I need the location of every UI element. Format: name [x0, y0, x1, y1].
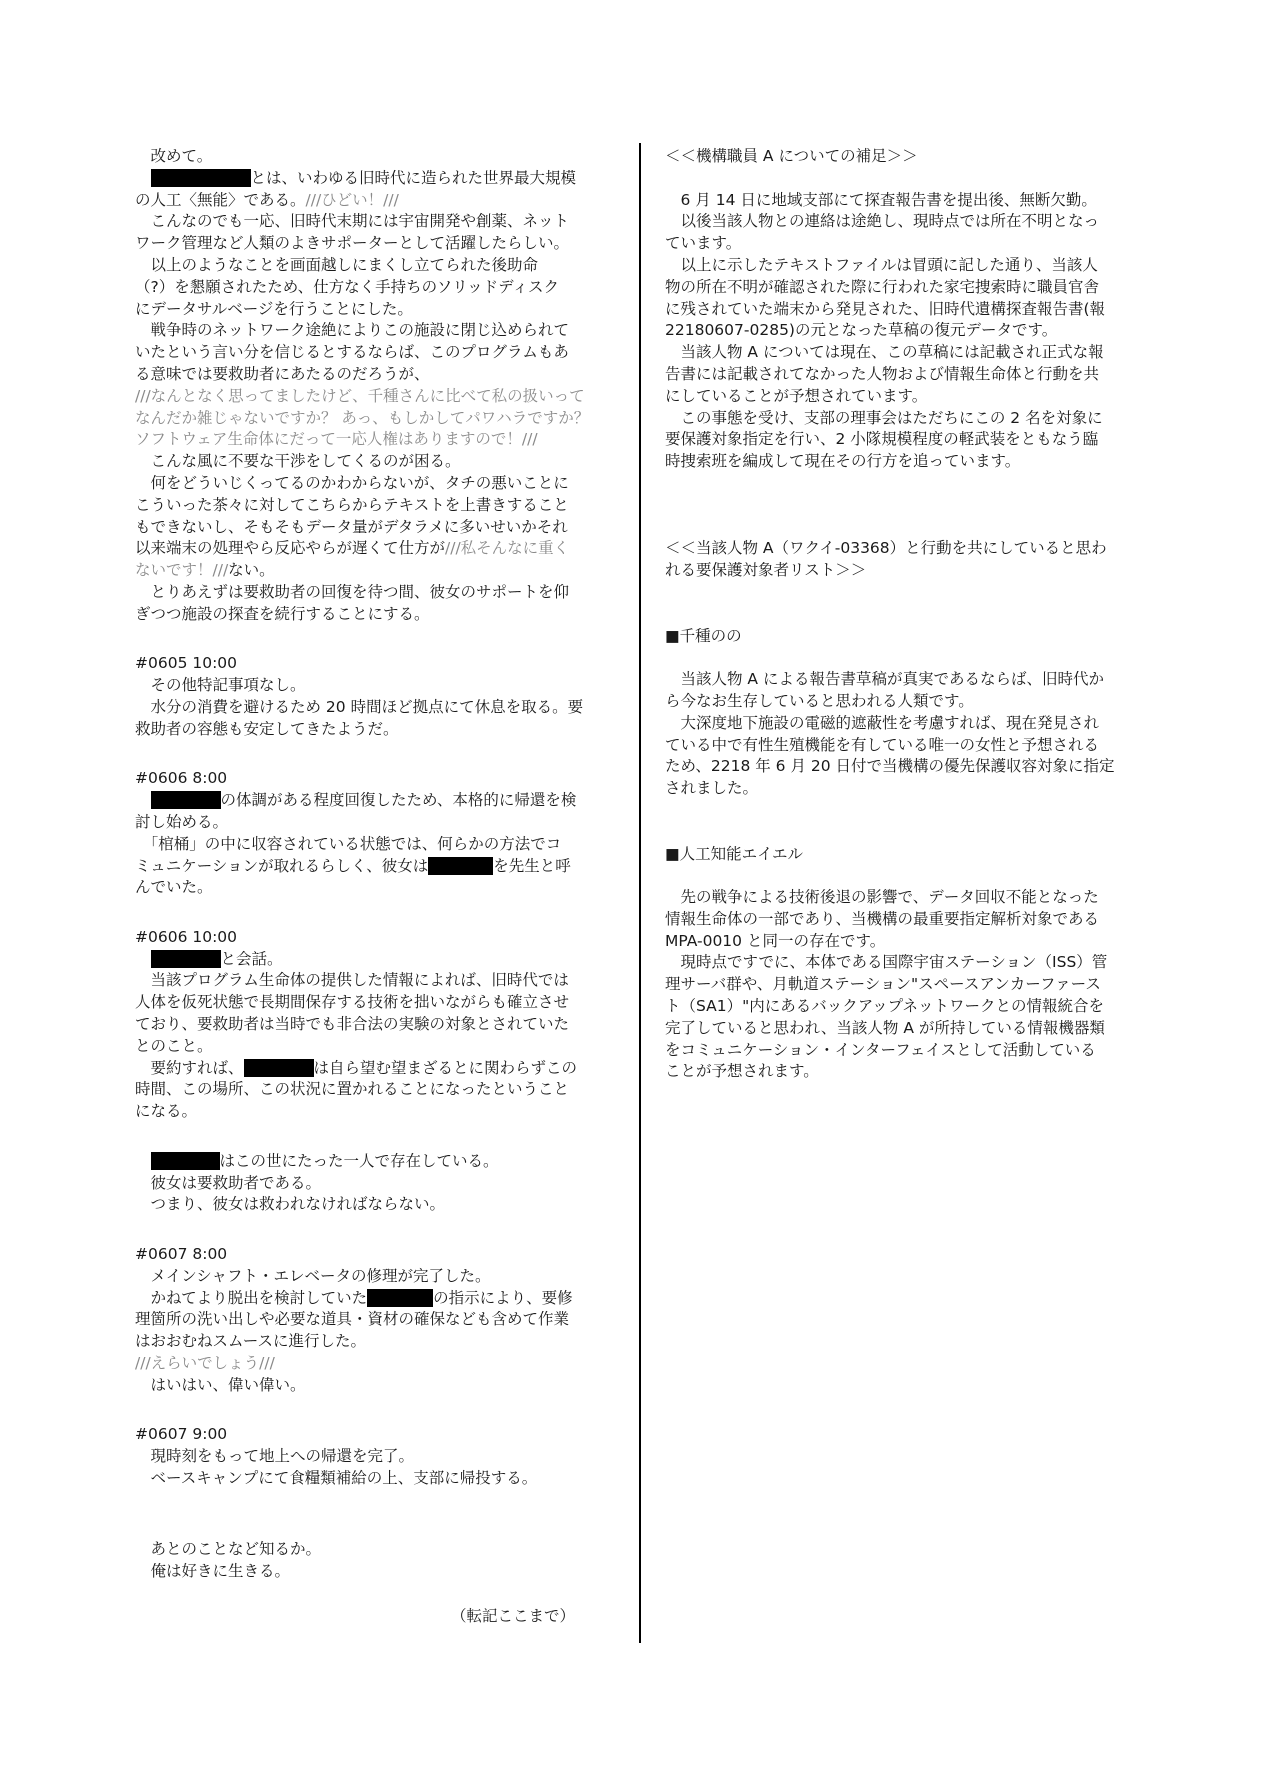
text-line: [135, 949, 605, 971]
ai-interjection-text: ///私そんなに重く: [445, 539, 570, 558]
ai-interjection-text: ///ひどい！///: [305, 190, 399, 209]
body-text: #0607 9:00: [135, 1425, 228, 1444]
body-text: 先の戦争による技術後退の影響で、データ回収不能となった: [665, 888, 1099, 907]
body-text: とりあえずは要救助者の回復を待つ間、彼女のサポートを仰: [135, 582, 570, 601]
body-text: 理箇所の洗い出しや必要な道具・資材の確保なども含めて作業: [135, 1310, 570, 1329]
text-line: [135, 211, 605, 233]
body-text: 時捜索班を編成して現在その行方を追っています。: [665, 452, 1021, 471]
agency-report-column: [665, 146, 1145, 1083]
column-divider: [639, 143, 641, 1643]
paragraph-block: [665, 626, 1145, 648]
text-line: [135, 451, 605, 473]
text-line: [135, 1036, 605, 1058]
text-line: [135, 653, 605, 675]
redaction-bar: [151, 169, 251, 187]
paragraph-block: [135, 768, 605, 899]
body-text: 俺は好きに生きる。: [135, 1562, 291, 1581]
body-text: 時間、この場所、この状況に置かれることになったということ: [135, 1080, 570, 1099]
body-text: に残されていた端末から発見された、旧時代遺構探査報告書(報: [665, 299, 1106, 318]
text-line: [135, 604, 605, 626]
ai-interjection-text: ないです！///: [135, 561, 229, 580]
body-text: 大深度地下施設の電磁的遮蔽性を考慮すれば、現在発見され: [665, 713, 1100, 732]
body-text: の人工〈無能〉である。: [135, 190, 306, 209]
body-text: をコミュニケーション・インターフェイスとして活動している: [665, 1040, 1096, 1059]
body-text: を先生と呼: [493, 856, 571, 875]
body-text: 22180607-0285)の元となった草稿の復元データです。: [665, 321, 1058, 340]
redaction-bar: [151, 791, 221, 809]
text-line: [135, 255, 605, 277]
text-line: [665, 429, 1145, 451]
body-text: 現時刻をもって地上への帰還を完了。: [135, 1447, 415, 1466]
text-line: [135, 1424, 605, 1446]
body-text: #0606 8:00: [135, 769, 228, 788]
paragraph-block: [135, 1151, 605, 1216]
body-text: MPA-0010 と同一の存在です。: [665, 931, 886, 950]
text-line: [665, 691, 1145, 713]
body-text: の指示により、要修: [433, 1288, 573, 1307]
body-text: ており、要救助者は当時でも非合法の実験の対象とされていた: [135, 1015, 570, 1034]
ai-interjection-text: なんだか雑じゃないですか？ あっ、もしかしてパワハラですか？: [135, 408, 590, 427]
text-line: [135, 320, 605, 342]
text-line: [135, 364, 605, 386]
text-line: [135, 1288, 605, 1310]
paragraph-block: [135, 1424, 605, 1489]
body-text: いたという言い分を信じるとするならば、このプログラムもあ: [135, 343, 569, 362]
text-line: [135, 277, 605, 299]
text-line: [135, 560, 605, 582]
body-text: ＜＜機構職員 A についての補足＞＞: [665, 147, 918, 165]
paragraph-block: [665, 669, 1145, 800]
text-line: [135, 697, 605, 719]
body-text: ■人工知能エイエル: [665, 844, 804, 863]
body-text: 理サーバ群や、月軌道ステーション"スペースアンカーファース: [665, 975, 1101, 994]
text-line: [135, 1375, 605, 1397]
ai-interjection-text: ///えらいでしょう///: [135, 1354, 275, 1373]
transcription-end-note: （転記ここまで）: [450, 1607, 575, 1625]
text-line: [135, 970, 605, 992]
text-line: [135, 582, 605, 604]
text-line: [135, 233, 605, 255]
body-text: あとのことなど知るか。: [135, 1540, 322, 1559]
text-line: [135, 1446, 605, 1468]
text-line: [665, 451, 1145, 473]
text-line: [135, 790, 605, 812]
body-text: されました。: [665, 779, 759, 798]
body-text: になる。: [135, 1102, 198, 1121]
body-text: はこの世にたった一人で存在している。: [219, 1151, 499, 1170]
paragraph-block: [665, 190, 1145, 473]
body-text: 当該人物 A による報告書草稿が真実であるならば、旧時代か: [665, 670, 1104, 689]
text-line: [135, 1539, 605, 1561]
body-text: にデータサルベージを行うことにした。: [135, 299, 413, 318]
text-line: [135, 1101, 605, 1123]
body-text: メインシャフト・エレベータの修理が完了した。: [135, 1266, 491, 1285]
text-line: [665, 211, 1145, 233]
body-text: ト（SA1）"内にあるバックアップネットワークとの情報統合を: [665, 997, 1105, 1016]
body-text: つまり、彼女は救われなければならない。: [135, 1195, 446, 1214]
body-text: （?）を懇願されたため、仕方なく手持ちのソリッドディスク: [135, 277, 559, 296]
text-line: [135, 342, 605, 364]
body-text: にしていることが予想されています。: [665, 386, 928, 405]
text-line: [135, 1173, 605, 1195]
text-line: [665, 342, 1145, 364]
text-line: [665, 538, 1145, 560]
text-line: [135, 675, 605, 697]
text-line: [135, 877, 605, 899]
body-text: ミュニケーションが取れるらしく、彼女は: [135, 856, 429, 875]
text-line: [135, 1561, 605, 1583]
text-line: [135, 1079, 605, 1101]
text-line: [135, 408, 605, 430]
body-text: 完了していると思われ、当該人物 A が所持している情報機器類: [665, 1018, 1105, 1037]
body-text: ■千種のの: [665, 626, 742, 645]
text-line: [665, 560, 1145, 582]
body-text: 当該人物 A については現在、この草稿には記載され正式な報: [665, 343, 1104, 362]
text-line: [135, 473, 605, 495]
body-text: こんなのでも一応、旧時代末期には宇宙開発や創薬、ネット: [135, 212, 570, 231]
text-line: [135, 495, 605, 517]
body-text: [135, 950, 151, 968]
text-line: [135, 1014, 605, 1036]
body-text: ている中で有性生殖機能を有している唯一の女性と予想される: [665, 735, 1100, 754]
text-line: [665, 669, 1145, 691]
body-text: こんな風に不要な干渉をしてくるのが困る。: [135, 452, 461, 471]
paragraph-block: [665, 538, 1145, 582]
text-line: [665, 887, 1145, 909]
body-text: 現時点ですでに、本体である国際宇宙ステーション（ISS）管: [665, 953, 1108, 972]
text-line: [665, 778, 1145, 800]
body-text: とのこと。: [135, 1036, 213, 1055]
redaction-bar: [244, 1059, 314, 1077]
body-text: この事態を受け、支部の理事会はただちにこの 2 名を対象に: [665, 408, 1103, 427]
body-text: 6 月 14 日に地域支部にて探査報告書を提出後、無断欠勤。: [665, 190, 1097, 209]
text-line: [135, 1244, 605, 1266]
body-text: 救助者の容態も安定してきたようだ。: [135, 719, 399, 738]
text-line: [135, 812, 605, 834]
text-line: [665, 190, 1145, 212]
body-text: ない。: [228, 561, 275, 580]
body-text: 情報生命体の一部であり、当機構の最重要指定解析対象である: [665, 909, 1100, 928]
text-line: [665, 735, 1145, 757]
text-line: [665, 974, 1145, 996]
body-text: [135, 791, 151, 809]
text-line: [665, 1061, 1145, 1083]
body-text: ぎつつ施設の探査を続行することにする。: [135, 604, 430, 623]
body-text: ことが予想されます。: [665, 1062, 819, 1081]
body-text: と会話。: [220, 949, 283, 968]
text-line: [665, 146, 1145, 168]
text-line: [665, 364, 1145, 386]
text-line: [135, 927, 605, 949]
redaction-bar: [428, 857, 493, 875]
body-text: 人体を仮死状態で長期間保存する技術を拙いながらも確立させ: [135, 993, 570, 1012]
body-text: 要保護対象指定を行い、2 小隊規模程度の軽武装をともなう臨: [665, 430, 1099, 449]
text-line: [665, 756, 1145, 778]
body-text: の体調がある程度回復したため、本格的に帰還を検: [220, 791, 577, 810]
paragraph-block: [135, 1244, 605, 1397]
paragraph-block: [665, 146, 1145, 168]
text-line: [665, 996, 1145, 1018]
text-line: [135, 1194, 605, 1216]
body-text: んでいた。: [135, 878, 213, 897]
text-line: [135, 992, 605, 1014]
text-line: [135, 538, 605, 560]
body-text: 討し始める。: [135, 812, 229, 831]
body-text: かねてより脱出を検討していた: [135, 1288, 368, 1307]
body-text: 彼女は要救助者である。: [135, 1173, 322, 1192]
text-line: [665, 844, 1145, 866]
text-line: [665, 952, 1145, 974]
ai-interjection-text: ソフトウェア生命体にだって一応人権はありますので！///: [135, 430, 538, 449]
text-line: [135, 1331, 605, 1353]
redaction-bar: [367, 1289, 433, 1307]
body-text: とは、いわゆる旧時代に造られた世界最大規模: [250, 168, 577, 187]
body-text: 以上のようなことを画面越しにまくし立てられた後助命: [135, 255, 539, 274]
body-text: 水分の消費を避けるため 20 時間ほど拠点にて休息を取る。要: [135, 697, 584, 716]
text-line: [135, 1151, 605, 1173]
paragraph-block: [665, 887, 1145, 1083]
text-line: [665, 713, 1145, 735]
body-text: 何をどういじくってるのかわからないが、タチの悪いことに: [135, 473, 569, 492]
body-text: [135, 169, 151, 187]
text-line: [135, 768, 605, 790]
text-line: [135, 517, 605, 539]
paragraph-block: [135, 653, 605, 740]
paragraph-block: [135, 146, 605, 626]
body-text: る意味では要救助者にあたるのだろうが、: [135, 364, 430, 383]
text-line: [135, 190, 605, 212]
body-text: #0606 10:00: [135, 927, 238, 946]
body-text: 要約すれば、: [135, 1058, 244, 1077]
body-text: 「棺桶」の中に収容されている状態では、何らかの方法でコ: [135, 834, 562, 853]
text-line: [135, 299, 605, 321]
body-text: こういった茶々に対してこちらからテキストを上書きすること: [135, 495, 569, 514]
text-line: [665, 626, 1145, 648]
body-text: ベースキャンプにて食糧類補給の上、支部に帰投する。: [135, 1469, 538, 1488]
body-text: その他特記事項なし。: [135, 676, 306, 695]
body-text: 当該プログラム生命体の提供した情報によれば、旧時代では: [135, 971, 569, 990]
body-text: 物の所在不明が確認された際に行われた家宅捜索時に職員官舎: [665, 277, 1100, 296]
text-line: [135, 146, 605, 168]
paragraph-block: [135, 1539, 605, 1583]
text-line: [665, 255, 1145, 277]
body-text: 改めて。: [135, 147, 213, 165]
text-line: [135, 834, 605, 856]
text-line: [665, 386, 1145, 408]
body-text: ています。: [665, 234, 742, 253]
body-text: #0607 8:00: [135, 1245, 228, 1264]
text-line: [665, 1018, 1145, 1040]
body-text: はいはい、偉い偉い。: [135, 1375, 306, 1394]
body-text: 以後当該人物との連絡は途絶し、現時点では所在不明となっ: [665, 212, 1100, 231]
text-line: [665, 1040, 1145, 1062]
text-line: [665, 320, 1145, 342]
text-line: [135, 1353, 605, 1375]
text-line: [135, 168, 605, 190]
body-text: ため、2218 年 6 月 20 日付で当機構の優先保護収容対象に指定: [665, 757, 1115, 776]
body-text: [135, 1152, 151, 1170]
text-line: [665, 233, 1145, 255]
text-line: [135, 719, 605, 741]
body-text: 告書には記載されてなかった人物および情報生命体と行動を共: [665, 364, 1100, 383]
text-line: [135, 1309, 605, 1331]
body-text: もできないし、そもそもデータ量がデタラメに多いせいかそれ: [135, 517, 568, 536]
redaction-bar: [151, 1152, 220, 1170]
body-text: 以来端末の処理やら反応やらが遅くて仕方が: [135, 539, 446, 558]
body-text: ワーク管理など人類のよきサポーターとして活躍したらしい。: [135, 234, 570, 253]
text-line: [665, 299, 1145, 321]
journal-draft-column: [135, 146, 605, 1583]
text-line: [135, 1266, 605, 1288]
body-text: 戦争時のネットワーク途絶によりこの施設に閉じ込められて: [135, 321, 570, 340]
text-line: [665, 909, 1145, 931]
text-line: [135, 429, 605, 451]
text-line: [135, 1058, 605, 1080]
text-line: [665, 931, 1145, 953]
body-text: は自ら望む望まざるとに関わらずこの: [313, 1058, 578, 1077]
text-line: [135, 856, 605, 878]
ai-interjection-text: ///なんとなく思ってましたけど、千種さんに比べて私の扱いって: [135, 386, 585, 405]
body-text: ＜＜当該人物 A（ワクイ-03368）と行動を共にしていると思わ: [665, 539, 1107, 558]
text-line: [135, 386, 605, 408]
redaction-bar: [151, 950, 221, 968]
body-text: ら今なお生存していると思われる人類です。: [665, 691, 974, 710]
text-line: [665, 277, 1145, 299]
body-text: れる要保護対象者リスト＞＞: [665, 561, 867, 580]
body-text: #0605 10:00: [135, 654, 238, 673]
text-line: [665, 408, 1145, 430]
paragraph-block: [665, 844, 1145, 866]
text-line: [135, 1468, 605, 1490]
body-text: はおおむねスムースに進行した。: [135, 1332, 366, 1351]
paragraph-block: [135, 927, 605, 1123]
body-text: 以上に示したテキストファイルは冒頭に記した通り、当該人: [665, 255, 1098, 274]
